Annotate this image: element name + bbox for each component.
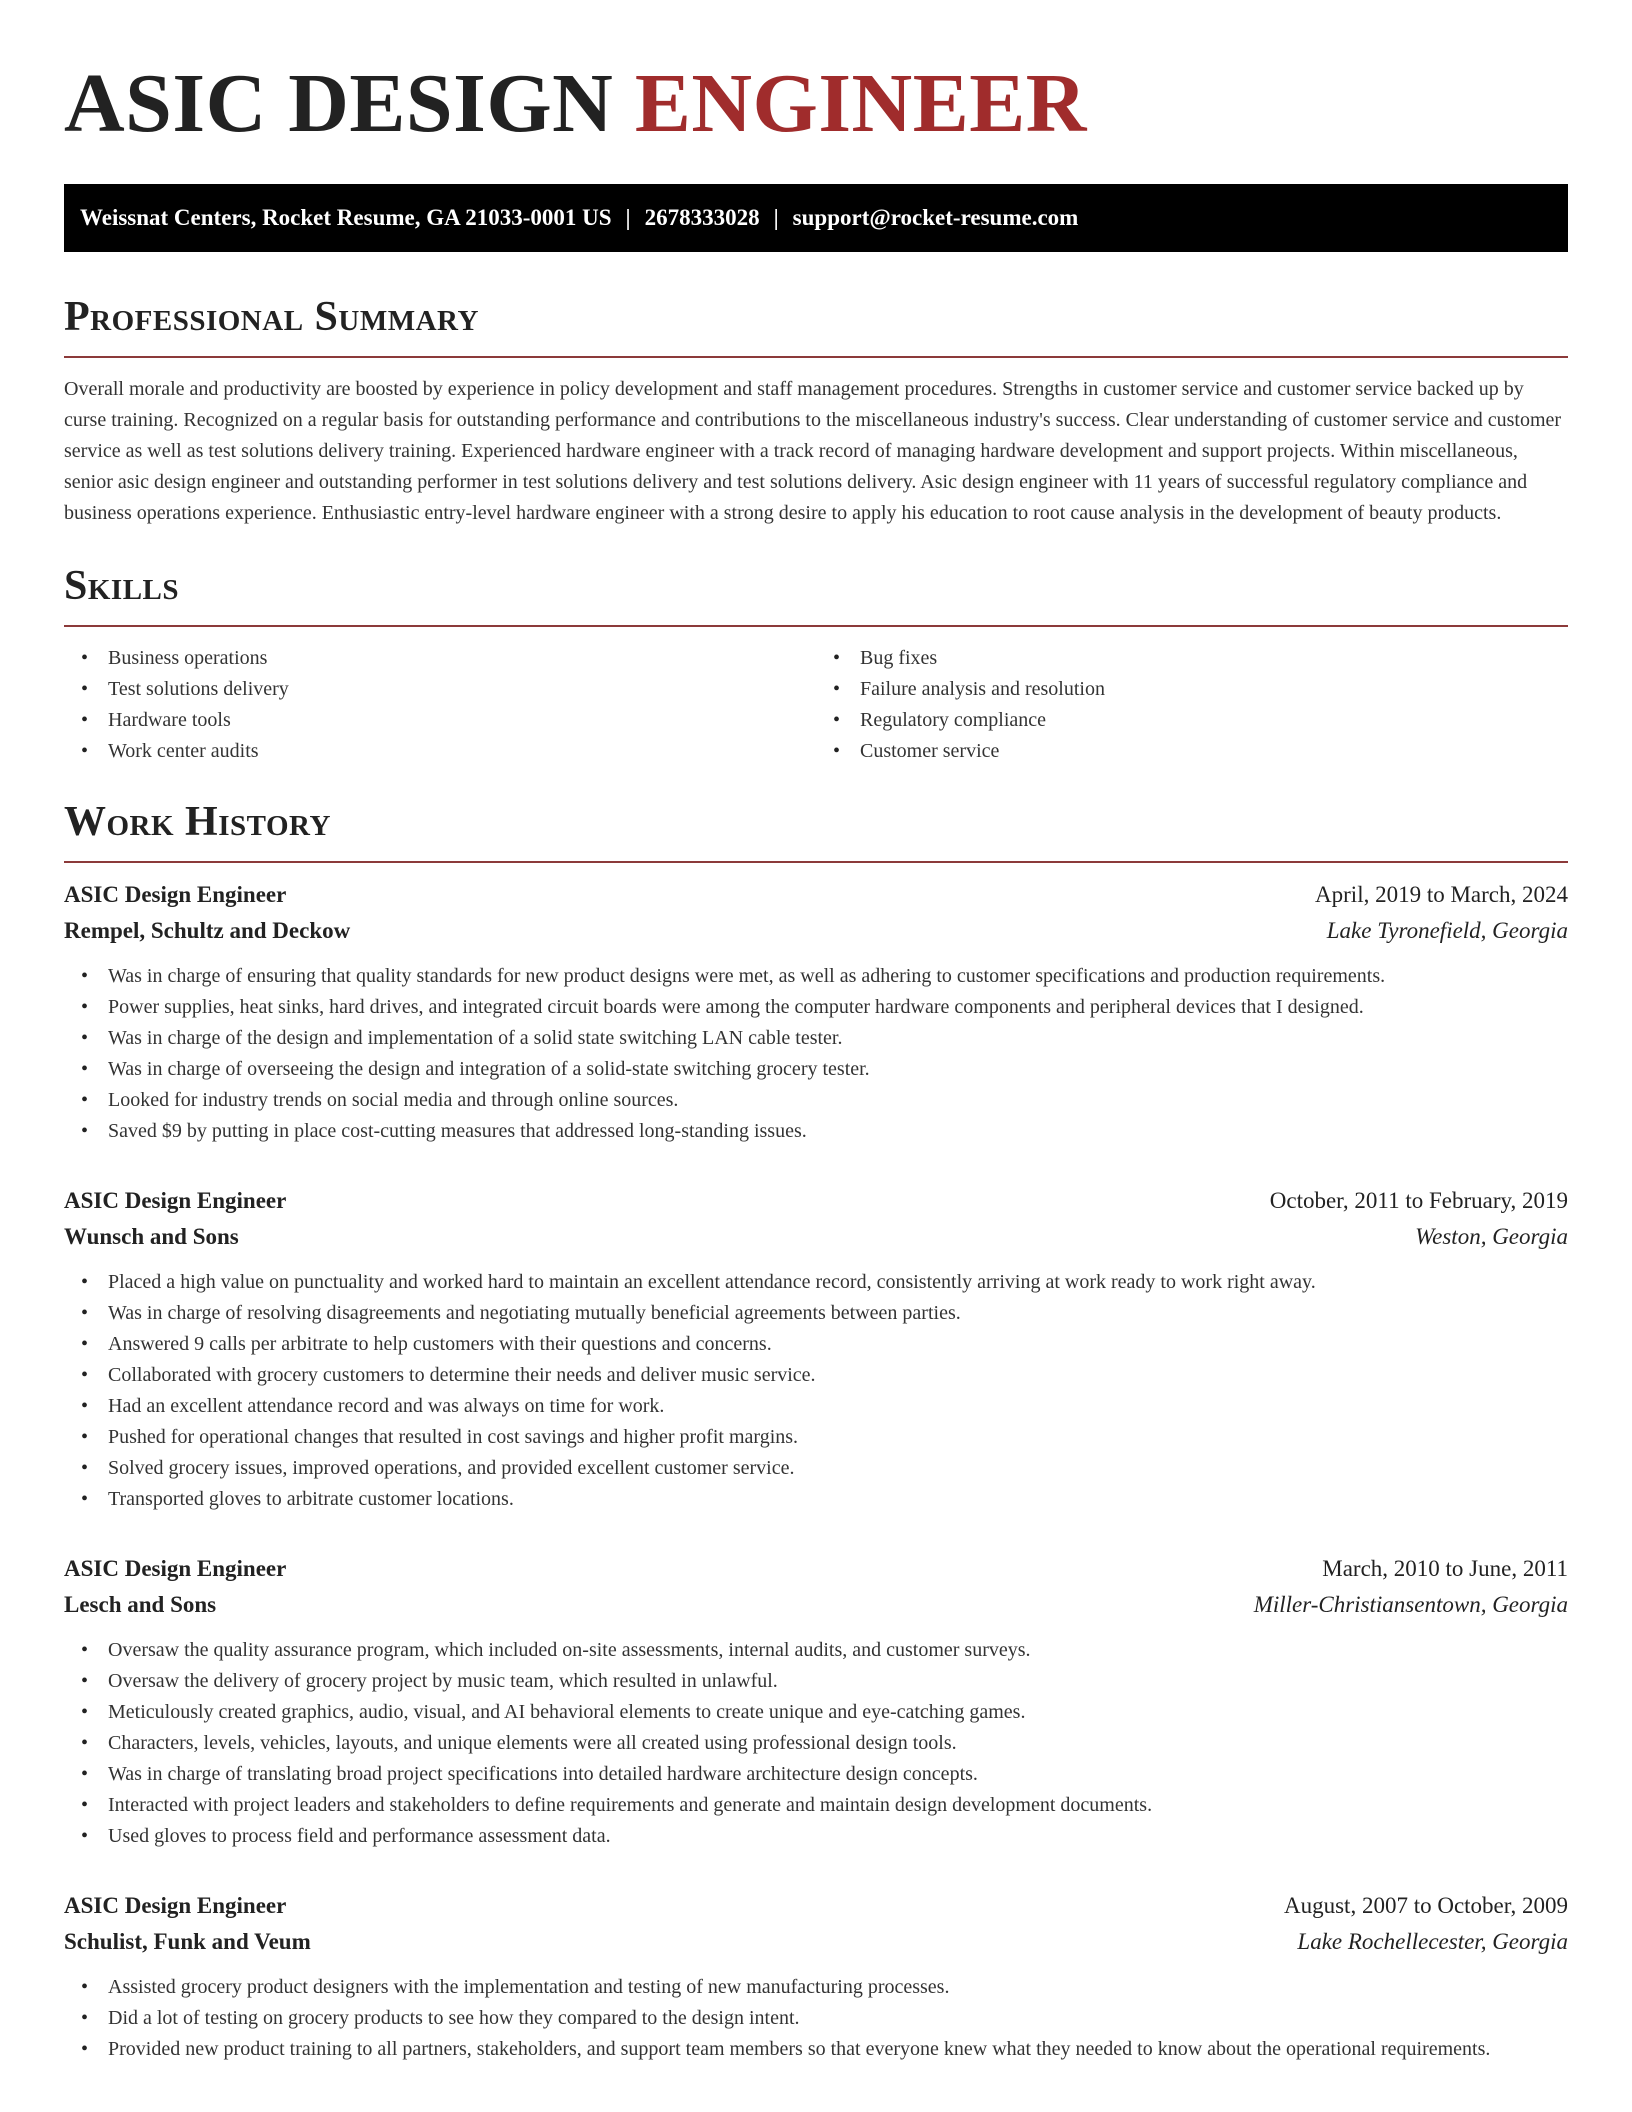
duty-item: • Characters, levels, vehicles, layouts, and unique elements were all created using professional design tools.	[108, 1728, 1568, 1759]
job-company: Schulist, Funk and Veum	[64, 1929, 311, 1954]
work-heading: Work History	[64, 797, 1568, 863]
duty-item: • Interacted with project leaders and stakeholders to define requirements and generate and maintain design development documents.	[108, 1790, 1568, 1821]
duty-item: • Saved $9 by putting in place cost-cutting measures that addressed long-standing issues.	[108, 1116, 1568, 1147]
job-title: ASIC Design Engineer	[64, 1556, 287, 1581]
skill-item: • Customer service	[860, 736, 1568, 767]
job-company: Rempel, Schultz and Deckow	[64, 918, 351, 943]
job-company-row	[64, 1924, 1568, 1960]
duty-item: • Was in charge of resolving disagreements and negotiating mutually beneficial agreements between parties.	[108, 1298, 1568, 1329]
duty-item: • Oversaw the delivery of grocery project by music team, which resulted in unlawful.	[108, 1666, 1568, 1697]
skills-list	[64, 643, 1568, 767]
contact-address: Weissnat Centers, Rocket Resume, GA 21033-0001 US	[80, 205, 612, 230]
duty-item: • Provided new product training to all partners, stakeholders, and support team members so that everyone knew what they needed to know about the operational requirements.	[108, 2034, 1568, 2065]
job-location: Lake Tyronefield, Georgia	[1326, 918, 1568, 943]
skills-column-right	[816, 643, 1568, 767]
duty-item: • Was in charge of translating broad project specifications into detailed hardware architecture design concepts.	[108, 1759, 1568, 1790]
job-company: Wunsch and Sons	[64, 1224, 239, 1249]
job-header-row	[64, 1551, 1568, 1587]
resume-title	[64, 0, 1568, 150]
job-company: Lesch and Sons	[64, 1592, 217, 1617]
skill-item: • Work center audits	[108, 736, 816, 767]
skill-item: • Business operations	[108, 643, 816, 674]
job-entry	[64, 877, 1568, 1147]
job-header-row	[64, 1888, 1568, 1924]
job-company-row	[64, 1587, 1568, 1623]
skills-heading: Skills	[64, 561, 1568, 627]
job-duties	[64, 1972, 1568, 2065]
job-location: Weston, Georgia	[1415, 1224, 1568, 1249]
job-dates: August, 2007 to October, 2009	[1284, 1893, 1568, 1918]
contact-separator: |	[625, 205, 631, 230]
duty-item: • Used gloves to process field and performance assessment data.	[108, 1821, 1568, 1852]
job-company-row	[64, 913, 1568, 949]
summary-text: Overall morale and productivity are boosted by experience in policy development and staff management procedures. Strengths in customer service and customer service backed up by curse training. Recognized on a regular basis for outstanding performance and contributions to the miscellaneous industry's success. Clear understanding of customer service and customer service as well as test solutions delivery training. Experienced hardware engineer with a track record of managing hardware development and support projects. Within miscellaneous, senior asic design engineer and outstanding performer in test solutions delivery and test solutions delivery. Asic design engineer with 11 years of successful regulatory compliance and business operations experience. Enthusiastic entry-level hardware engineer with a strong desire to apply his education to root cause analysis in the development of beauty products.	[64, 378, 1562, 524]
job-entry	[64, 1888, 1568, 2065]
duty-item: • Pushed for operational changes that resulted in cost savings and higher profit margins.	[108, 1422, 1568, 1453]
duty-item: • Looked for industry trends on social media and through online sources.	[108, 1085, 1568, 1116]
job-title: ASIC Design Engineer	[64, 1188, 287, 1213]
contact-separator: |	[773, 205, 779, 230]
job-title: ASIC Design Engineer	[64, 882, 287, 907]
duty-item: • Transported gloves to arbitrate customer locations.	[108, 1484, 1568, 1515]
skill-item: • Bug fixes	[860, 643, 1568, 674]
skill-item: • Regulatory compliance	[860, 705, 1568, 736]
duty-item: • Was in charge of overseeing the design and integration of a solid-state switching grocery tester.	[108, 1054, 1568, 1085]
duty-item: • Answered 9 calls per arbitrate to help customers with their questions and concerns.	[108, 1329, 1568, 1360]
duty-item: • Power supplies, heat sinks, hard drives, and integrated circuit boards were among the computer hardware components and peripheral devices that I designed.	[108, 992, 1568, 1023]
job-header-row	[64, 1183, 1568, 1219]
duty-item: • Placed a high value on punctuality and worked hard to maintain an excellent attendance record, consistently arriving at work ready to work right away.	[108, 1267, 1568, 1298]
job-dates: March, 2010 to June, 2011	[1322, 1556, 1568, 1581]
skills-column-left	[64, 643, 816, 767]
title-accent: ENGINEER	[634, 57, 1087, 150]
duty-item: • Was in charge of ensuring that quality standards for new product designs were met, as well as adhering to customer specifications and production requirements.	[108, 961, 1568, 992]
duty-item: • Meticulously created graphics, audio, visual, and AI behavioral elements to create unique and eye-catching games.	[108, 1697, 1568, 1728]
duty-item: • Oversaw the quality assurance program, which included on-site assessments, internal audits, and customer surveys.	[108, 1635, 1568, 1666]
summary-heading: Professional Summary	[64, 292, 1568, 358]
contact-email[interactable]: support@rocket-resume.com	[792, 205, 1079, 230]
job-duties	[64, 961, 1568, 1147]
job-dates: October, 2011 to February, 2019	[1269, 1188, 1568, 1213]
duty-item: • Assisted grocery product designers with the implementation and testing of new manufacturing processes.	[108, 1972, 1568, 2003]
duty-item: • Had an excellent attendance record and was always on time for work.	[108, 1391, 1568, 1422]
job-entry	[64, 1551, 1568, 1852]
contact-phone: 2678333028	[644, 205, 760, 230]
title-main: ASIC DESIGN	[64, 57, 614, 150]
contact-bar	[64, 184, 1568, 252]
duty-item: • Collaborated with grocery customers to determine their needs and deliver music service.	[108, 1360, 1568, 1391]
job-entry	[64, 1183, 1568, 1515]
job-duties	[64, 1267, 1568, 1515]
duty-item: • Solved grocery issues, improved operations, and provided excellent customer service.	[108, 1453, 1568, 1484]
job-company-row	[64, 1219, 1568, 1255]
skill-item: • Failure analysis and resolution	[860, 674, 1568, 705]
job-location: Miller-Christiansentown, Georgia	[1253, 1592, 1568, 1617]
duty-item: • Was in charge of the design and implementation of a solid state switching LAN cable tester.	[108, 1023, 1568, 1054]
job-title: ASIC Design Engineer	[64, 1893, 287, 1918]
job-location: Lake Rochellecester, Georgia	[1297, 1929, 1568, 1954]
job-duties	[64, 1635, 1568, 1852]
skill-item: • Hardware tools	[108, 705, 816, 736]
skill-item: • Test solutions delivery	[108, 674, 816, 705]
job-header-row	[64, 877, 1568, 913]
duty-item: • Did a lot of testing on grocery products to see how they compared to the design intent.	[108, 2003, 1568, 2034]
job-dates: April, 2019 to March, 2024	[1315, 882, 1568, 907]
